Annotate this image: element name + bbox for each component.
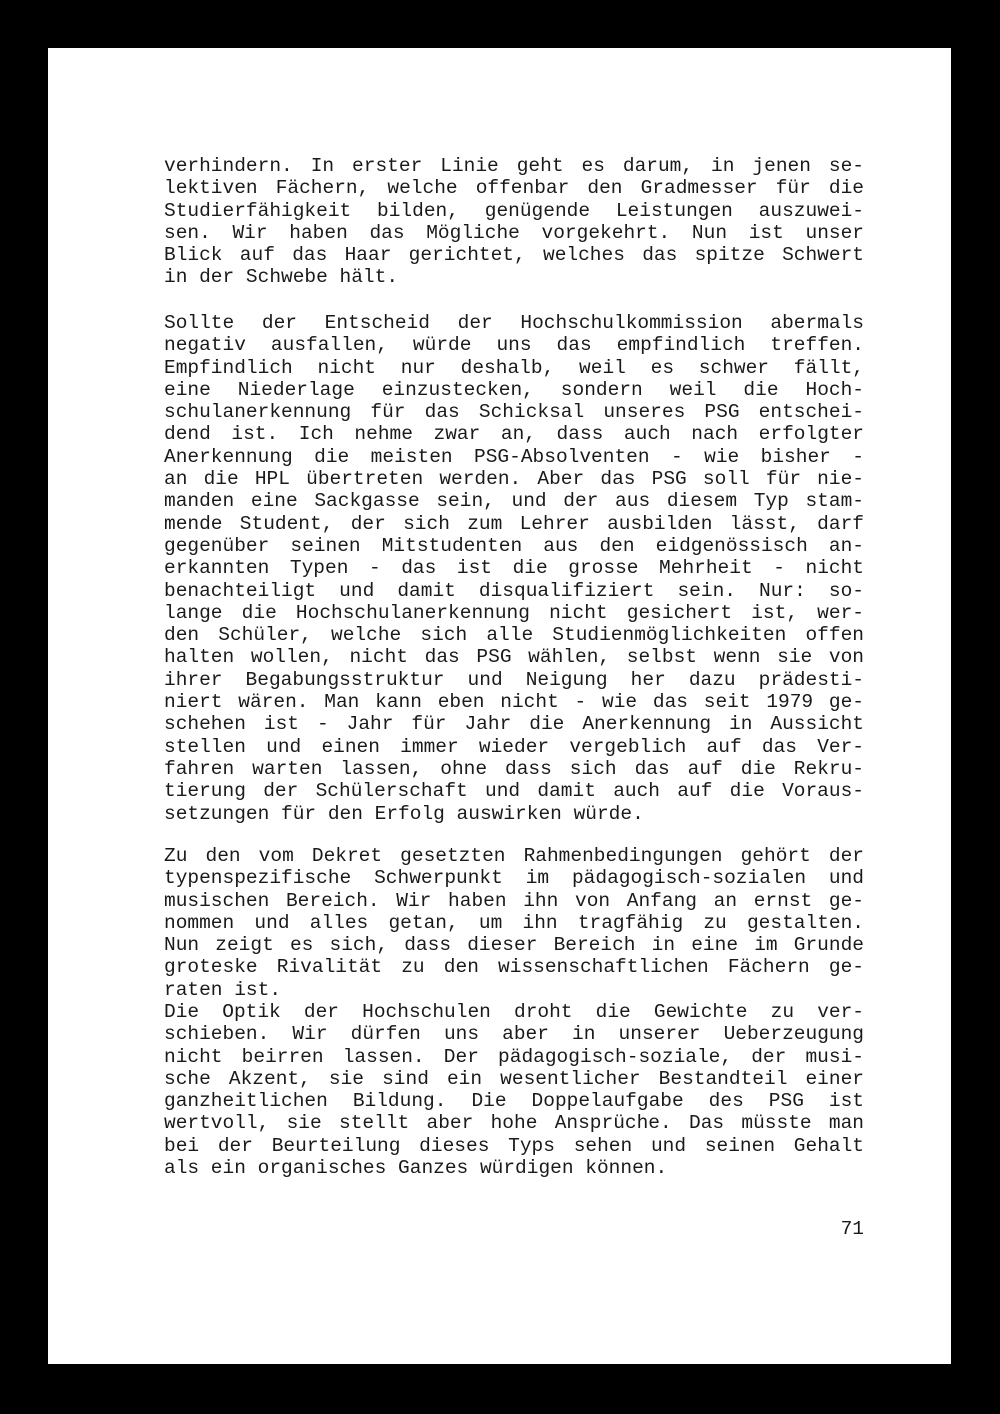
- text-line: verhindern. In erster Linie geht es darum, in jenen se-: [164, 155, 864, 177]
- text-line: raten ist.: [164, 978, 282, 1001]
- text-line: den Schüler, welche sich alle Studienmöglichkeiten offen: [164, 624, 864, 647]
- text-line: setzungen für den Erfolg auswirken würde.: [164, 802, 644, 825]
- text-line: Die Optik der Hochschulen droht die Gewichte zu ver-: [164, 1001, 864, 1023]
- text-line: ihrer Begabungsstruktur und Neigung her dazu prädesti-: [164, 668, 864, 691]
- text-line: Blick auf das Haar gerichtet, welches das spitze Schwert: [164, 244, 864, 267]
- text-line: manden eine Sackgasse sein, und der aus diesem Typ stam-: [164, 490, 864, 513]
- paragraph-2: [164, 312, 864, 825]
- text-line: sen. Wir haben das Mögliche vorgekehrt. Nun ist unser: [164, 221, 864, 244]
- text-line: erkannten Typen - das ist die grosse Mehrheit - nicht: [164, 557, 864, 580]
- text-line: an die HPL übertreten werden. Aber das PSG soll für nie-: [164, 468, 864, 491]
- text-line: Empfindlich nicht nur deshalb, weil es schwer fällt,: [164, 356, 864, 379]
- text-line: schulanerkennung für das Schicksal unseres PSG entschei-: [164, 401, 864, 424]
- text-line: halten wollen, nicht das PSG wählen, selbst wenn sie von: [164, 646, 864, 669]
- text-line: negativ ausfallen, würde uns das empfindlich treffen.: [164, 334, 864, 357]
- text-line: musischen Bereich. Wir haben ihn von Anfang an ernst ge-: [164, 889, 864, 912]
- text-line: als ein organisches Ganzes würdigen können.: [164, 1157, 668, 1180]
- text-line: eine Niederlage einzustecken, sondern weil die Hoch-: [164, 378, 864, 401]
- text-line: nommen und alles getan, um ihn tragfähig zu gestalten.: [164, 911, 864, 934]
- text-line: lektiven Fächern, welche offenbar den Gradmesser für die: [164, 177, 864, 200]
- text-line: mende Student, der sich zum Lehrer ausbilden lässt, darf: [164, 512, 864, 535]
- text-line: Studierfähigkeit bilden, genügende Leistungen auszuwei-: [164, 199, 864, 222]
- text-line: schieben. Wir dürfen uns aber in unserer Ueberzeugung: [164, 1023, 864, 1046]
- text-line: in der Schwebe hält.: [164, 266, 399, 289]
- text-line: typenspezifische Schwerpunkt im pädagogisch-sozialen und: [164, 867, 864, 890]
- text-line: ganzheitlichen Bildung. Die Doppelaufgabe des PSG ist: [164, 1090, 864, 1113]
- text-line: niert wären. Man kann eben nicht - wie das seit 1979 ge-: [164, 691, 864, 714]
- paragraph-4: [164, 1001, 864, 1179]
- text-line: bei der Beurteilung dieses Typs sehen und seinen Gehalt: [164, 1134, 864, 1157]
- page-number: 71: [840, 1218, 864, 1240]
- text-line: stellen und einen immer wieder vergeblich auf das Ver-: [164, 735, 864, 758]
- text-line: schehen ist - Jahr für Jahr die Anerkennung in Aussicht: [164, 713, 864, 736]
- text-line: lange die Hochschulanerkennung nicht gesichert ist, wer-: [164, 601, 864, 624]
- text-line: wertvoll, sie stellt aber hohe Ansprüche. Das müsste man: [164, 1112, 864, 1135]
- text-line: Sollte der Entscheid der Hochschulkommission abermals: [164, 312, 864, 334]
- text-line: Nun zeigt es sich, dass dieser Bereich in eine im Grunde: [164, 934, 864, 957]
- text-line: groteske Rivalität zu den wissenschaftlichen Fächern ge-: [164, 956, 864, 979]
- text-line: Zu den vom Dekret gesetzten Rahmenbedingungen gehört der: [164, 845, 864, 867]
- paragraph-1: [164, 155, 864, 289]
- text-line: sche Akzent, sie sind ein wesentlicher Bestandteil einer: [164, 1067, 864, 1090]
- text-line: benachteiligt und damit disqualifiziert sein. Nur: so-: [164, 579, 864, 602]
- text-line: gegenüber seinen Mitstudenten aus den eidgenössisch an-: [164, 534, 864, 557]
- text-line: tierung der Schülerschaft und damit auch auf die Voraus-: [164, 780, 864, 803]
- paragraph-3: [164, 845, 864, 1001]
- text-line: nicht beirren lassen. Der pädagogisch-soziale, der musi-: [164, 1045, 864, 1068]
- text-line: Anerkennung die meisten PSG-Absolventen - wie bisher -: [164, 445, 864, 468]
- text-line: dend ist. Ich nehme zwar an, dass auch nach erfolgter: [164, 423, 864, 446]
- text-line: fahren warten lassen, ohne dass sich das auf die Rekru-: [164, 757, 864, 780]
